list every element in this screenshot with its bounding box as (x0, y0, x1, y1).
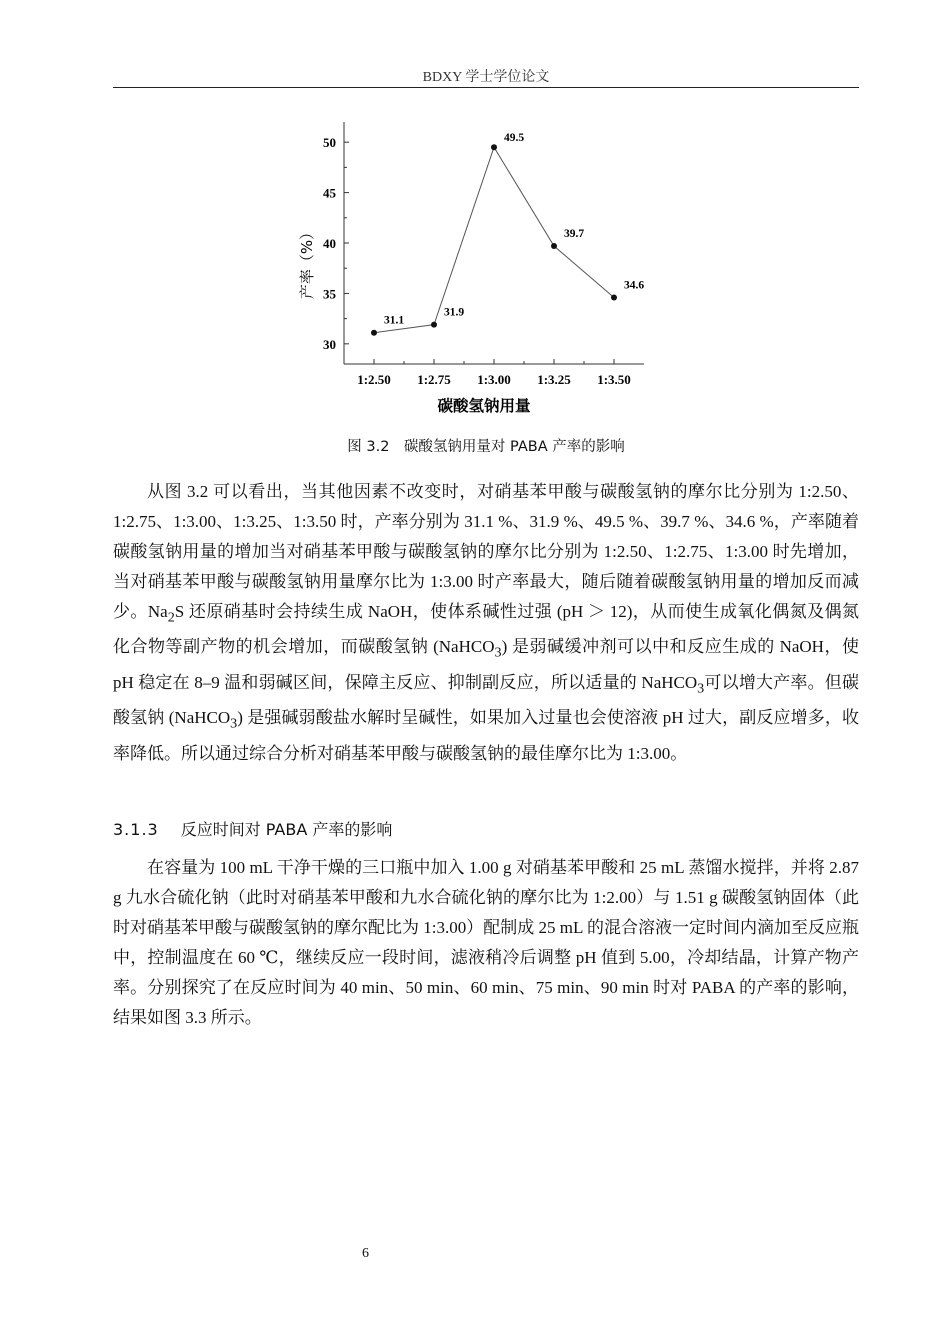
section-heading (113, 817, 392, 840)
x-tick-label: 1:3.50 (597, 372, 631, 387)
paragraph-text: ) 是弱碱缓冲剂可以中和反应生成的 NaOH，使 pH 稳定在 8–9 温和弱碱区间，保障主反应、抑制副反应，所以适量的 NaHCO (113, 637, 859, 692)
y-tick-label: 30 (323, 336, 336, 352)
x-tick-label: 1:3.25 (537, 372, 571, 387)
chart-axes (344, 122, 644, 364)
data-label: 31.9 (444, 306, 465, 319)
data-label: 49.5 (504, 132, 525, 145)
paragraph-analysis (113, 477, 859, 769)
y-tick-label: 50 (323, 135, 336, 151)
figure-caption: 图 3.2 碳酸氢钠用量对 PABA 产率的影响 (347, 439, 625, 455)
paragraph-procedure: 在容量为 100 mL 干净干燥的三口瓶中加入 1.00 g 对硝基苯甲酸和 25 mL 蒸馏水搅拌，并将 2.87 g 九水合硫化钠（此时对硝基苯甲酸和九水合硫化钠的摩尔比为 1:2.00）与 1.51 g 碳酸氢钠固体（此时对硝基苯甲酸与碳酸氢钠的摩尔配比为 1:3.00）配制成 25 mL 的混合溶液一定时间内滴加至反应瓶中，控制温度在 60 ℃，继续反应一段时间，滤液稍冷后调整 pH 值到 5.00，冷却结晶，计算产物产率。分别探究了在反应时间为 40 min、50 min、60 min、75 min、90 min 时对 PABA 的产率的影响，结果如图 3.3 所示。 (113, 858, 859, 1027)
page-number: 6 (362, 1246, 369, 1261)
data-point (371, 330, 377, 336)
paragraph-text: S 还原硝基时会持续生成 NaOH，使体系碱性过强 (pH ＞ 12)，从而使生成氧化偶氮及偶氮化合物等副产物的机会增加，而碳酸氢钠 (NaHCO (113, 602, 859, 657)
x-tick-group (357, 359, 631, 387)
section-title: 反应时间对 PABA 产率的影响 (180, 820, 393, 839)
data-label: 31.1 (384, 314, 405, 327)
running-header: BDXY 学士学位论文 (422, 70, 550, 85)
data-point (611, 294, 617, 300)
yield-line-chart (290, 112, 650, 430)
y-tick-label: 45 (323, 185, 336, 201)
section-number: 3.1.3 (113, 820, 159, 839)
data-label: 34.6 (624, 279, 645, 292)
y-axis-label: 产率（%） (298, 224, 316, 300)
header-rule (113, 87, 859, 88)
data-label: 39.7 (564, 228, 585, 241)
x-axis-label: 碳酸氢钠用量 (437, 397, 531, 415)
subscript: 2 (167, 609, 175, 626)
data-point (491, 144, 497, 150)
data-label-group (384, 132, 644, 327)
subscript: 3 (494, 644, 502, 661)
paragraph-text: 从图 3.2 可以看出，当其他因素不改变时，对硝基苯甲酸与碳酸氢钠的摩尔比分别为 1:2.50、1:2.75、1:3.00、1:3.25、1:3.50 时，产率分别为 31.1 %、31.9 %、49.5 %、39.7 %、34.6 %，产率随着碳酸氢钠用量的增加当对硝基苯甲酸与碳酸氢钠的摩尔比分别为 1:2.50、1:2.75、1:3.00 时先增加，当对硝基苯甲酸与碳酸氢钠用量摩尔比为 1:3.00 时产率最大，随后随着碳酸氢钠用量的增加反而减少。Na (113, 482, 859, 621)
subscript: 3 (230, 715, 238, 732)
y-tick-label: 40 (323, 236, 336, 251)
paragraph-text: 可以增大产率。但碳酸氢钠 (NaHCO (113, 672, 860, 728)
subscript: 3 (697, 680, 705, 697)
x-tick-label: 1:2.50 (357, 372, 391, 387)
data-point (431, 322, 437, 328)
y-tick-group (323, 135, 349, 352)
x-tick-label: 1:2.75 (417, 372, 451, 387)
y-tick-label: 35 (323, 286, 336, 302)
data-point (551, 243, 557, 249)
x-tick-label: 1:3.00 (477, 372, 511, 387)
paragraph-text: ) 是强碱弱酸盐水解时呈碱性，如果加入过量也会使溶液 pH 过大，副反应增多，收率降低。所以通过综合分析对硝基苯甲酸与碳酸氢钠的最佳摩尔比为 1:3.00。 (113, 708, 859, 763)
